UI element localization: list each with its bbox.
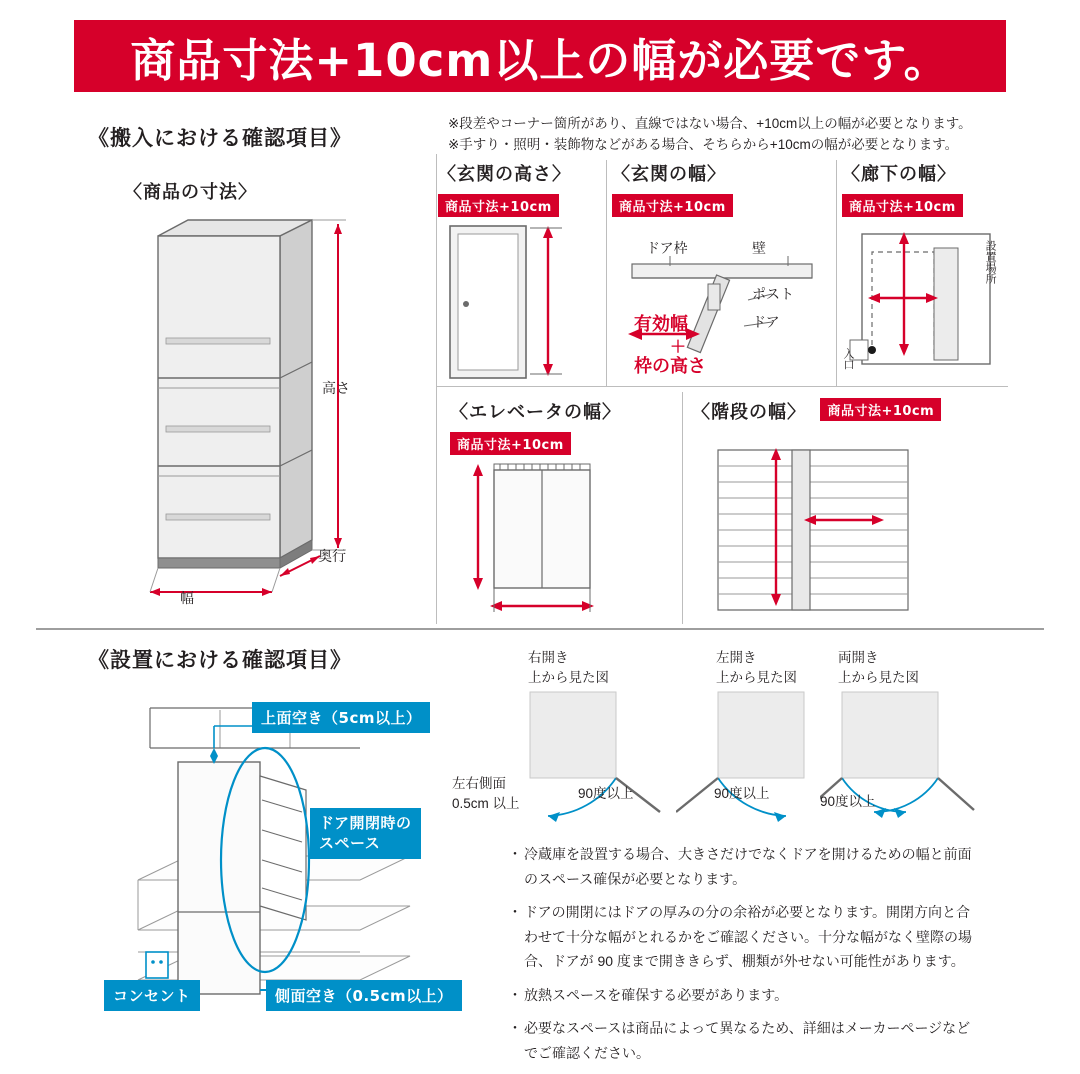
callout-top-clearance [252,702,430,733]
note-line-2: ※手すり・照明・装飾物などがある場合、そちらから+10cmの幅が必要となります。 [448,136,959,152]
bullet-mark: ・ [508,846,522,862]
card-entrance-height-title: 〈玄関の高さ〉 [438,164,571,184]
card-stairs-width [692,398,1012,424]
door-view-3-view: 上から見た図 [838,669,919,685]
callout-door-space-line2: スペース [319,834,381,853]
bullet-mark: ・ [508,1020,522,1036]
install-place-label: 設置場所 [984,240,997,284]
callout-door-space-line1: ドア開閉時の [319,814,412,832]
bullet-mark: ・ [508,986,522,1003]
section2-title: 《設置における確認項目》 [88,649,352,672]
door-view-2-type: 左開き [716,650,757,665]
card-corridor-width-tag: 商品寸法+10cm [842,194,963,217]
fridge-svg [140,218,400,618]
door-frame-label: ドア枠 [646,240,688,256]
product-dimension-title: 〈商品の寸法〉 [124,182,257,202]
door-view-2-labels [716,648,797,687]
depth-label: 奥行 [318,548,346,564]
bullet-text: 冷蔵庫を設置する場合、大きさだけでなくドアを開けるための幅と前面のスペース確保が必要となります。 [524,846,972,887]
card-entrance-height [438,160,598,217]
headline-text: 商品寸法+10cm以上の幅が必要です。 [130,33,950,87]
entrance-height-drawing [444,222,604,402]
card-elevator-width [450,398,680,455]
door-view-1-drawing [526,690,686,830]
plus-sign-label: ＋ [670,339,687,356]
frame-height-label: 枠の高さ [634,356,706,376]
card-entrance-width-tag: 商品寸法+10cm [612,194,733,217]
note-line-1: ※段差やコーナー箇所があり、直線ではない場合、+10cm以上の幅が必要となります。 [448,116,972,131]
bullet-text: ドアの開閉にはドアの厚みの分の余裕が必要となります。開閉方向と合わせて十分な幅がとれるかをご確認ください。十分な幅がなく壁際の場合、ドアが 90 度まで開ききらず、棚類が外せない可能性があります。 [524,904,972,969]
bullet-item [508,1016,978,1065]
door-label: ドア [752,314,780,330]
callout-outlet-text: コンセント [113,987,191,1005]
bullet-item [508,842,978,891]
bullet-text: 必要なスペースは商品によって異なるため、詳細はメーカーページなどでご確認ください。 [524,1020,971,1061]
card-entrance-width [612,160,842,217]
card-stairs-width-tag: 商品寸法+10cm [820,398,941,421]
bullet-text: 放熱スペースを確保する必要があります。 [524,986,789,1003]
door-view-1-type: 右開き [528,650,569,665]
door-view-3-angle: 90度以上 [820,794,876,809]
door-view-1-labels [528,648,609,687]
notes-block [448,114,1008,156]
divider-vertical-card12 [606,160,607,386]
bullet-item [508,900,978,974]
card-elevator-width-title: 〈エレベータの幅〉 [450,402,621,422]
divider-vertical-left [436,154,437,624]
callout-door-space [310,808,421,859]
divider-section [36,628,1044,630]
width-label: 幅 [180,590,194,606]
card-stairs-width-title: 〈階段の幅〉 [692,402,806,422]
post-label: ポスト [752,286,794,302]
elevator-drawing [466,450,626,625]
door-view-1-angle: 90度以上 [578,786,634,801]
door-view-3-type: 両開き [838,650,879,665]
callout-side-clearance [266,980,462,1011]
divider-vertical-card45 [682,392,683,624]
side-clearance-line1: 左右側面 [452,776,506,791]
side-clearance-note [452,774,520,813]
divider-horizontal-mid [436,386,1008,387]
card-entrance-width-title: 〈玄関の幅〉 [612,164,726,184]
door-view-2-view: 上から見た図 [716,669,797,685]
card-corridor-width [842,160,1022,217]
bullet-item [508,983,978,1008]
callout-outlet [104,980,200,1011]
headline-banner [74,20,1006,92]
notes-bullets [508,842,978,1074]
stairs-drawing [700,440,960,620]
effective-width-label: 有効幅 [634,314,688,334]
callout-side-clearance-text: 側面空き（0.5cm以上） [275,987,453,1005]
divider-vertical-card23 [836,160,837,386]
door-view-1-view: 上から見た図 [528,669,609,685]
side-clearance-line2: 0.5cm 以上 [452,795,520,811]
card-corridor-width-title: 〈廊下の幅〉 [842,164,956,184]
section1-title: 《搬入における確認項目》 [88,127,352,150]
door-view-3-labels [838,648,919,687]
door-view-2-drawing [676,690,836,830]
entry-label: 入口 [842,348,854,370]
card-elevator-width-tag: 商品寸法+10cm [450,432,571,455]
wall-label: 壁 [752,240,766,256]
door-view-2-angle: 90度以上 [714,786,770,801]
height-label: 高さ [322,380,350,396]
callout-top-clearance-text: 上面空き（5cm以上） [261,709,422,727]
bullet-mark: ・ [508,904,522,920]
card-entrance-height-tag: 商品寸法+10cm [438,194,559,217]
